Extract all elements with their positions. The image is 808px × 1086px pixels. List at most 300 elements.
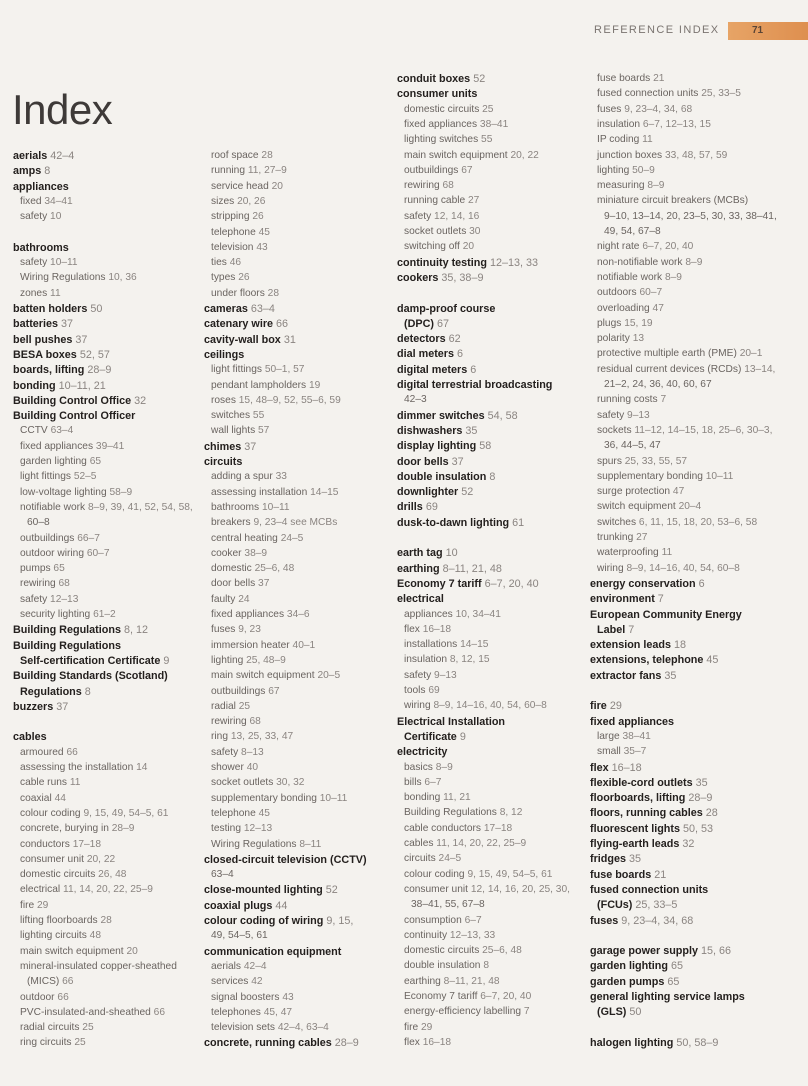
index-subentry [204,380,320,392]
entry-pages: 35 [465,424,478,437]
entry-term: plugs [597,317,622,329]
entry-term: lighting [597,164,630,176]
index-subentry [13,854,115,866]
entry-term: domestic circuits [20,869,96,881]
entry-term: fuse boards [597,73,651,84]
entry-pages: 10–11, 21 [58,379,106,392]
entry-pages: 21 [654,868,667,881]
entry-term: CCTV [20,425,48,437]
index-entry [397,517,524,529]
entry-term: (GLS) [597,1006,627,1019]
entry-pages: 8–9 [685,256,703,268]
entry-term: fused connection units [590,883,709,896]
index-entry [397,410,518,422]
entry-term: zones [20,287,48,299]
entry-pages: 48 [89,930,101,942]
entry-term: supplementary bonding [597,470,703,482]
index-subentry [590,501,701,513]
entry-pages: 8–13 [241,746,264,758]
index-subentry [397,195,479,207]
entry-pages: 10–11 [50,257,78,269]
entry-pages: 24–5 [438,853,462,865]
entry-pages: 57 [258,425,270,437]
index-subentry [397,869,552,881]
index-entry [590,639,686,651]
entry-pages: 10, 36 [108,272,137,284]
index-subentry [13,777,80,789]
index-subentry [397,609,501,621]
entry-term: Building Regulations [13,624,121,637]
index-subentry [204,640,315,652]
entry-term: flex [404,1036,420,1048]
entry-term: earth tag [397,547,443,560]
index-subentry [590,287,662,299]
entry-term: colour coding of wiring [204,915,324,927]
entry-pages: 27 [468,195,480,207]
entry-pages: 66 [57,991,69,1003]
index-entry [397,348,463,360]
entry-term: boards, lifting [13,364,85,377]
entry-term: notifiable work [597,271,663,283]
index-subentry [13,747,78,759]
entry-term: catenary wire [204,318,274,331]
entry-term: dial meters [397,348,455,361]
entry-pages: 8–9, 14–16, 40, 54, 60–8 [433,700,547,712]
entry-term: fixed appliances [20,440,94,452]
entry-term: services [211,976,249,988]
entry-pages: 32 [682,838,695,850]
index-subentry [13,915,112,927]
index-entry [590,792,712,804]
page-title: Index [12,86,113,134]
entry-term: fixed appliances [404,118,478,130]
entry-term: insulation [404,654,448,666]
index-entry [590,1037,718,1049]
entry-pages: 11 [50,287,61,299]
entry-term: armoured [20,746,64,758]
index-subentry [13,976,73,988]
index-subentry [204,793,347,805]
entry-pages: 16–18 [422,623,452,635]
index-subentry [590,150,727,162]
entry-pages: 8–9 [647,180,665,192]
entry-pages: 26, 48 [98,869,127,881]
index-subentry [204,594,250,606]
index-entry [397,716,505,728]
entry-term: main switch equipment [404,149,508,161]
entry-term: domestic [211,563,252,575]
index-subentry [397,838,526,850]
entry-pages: 8 [84,685,91,698]
index-subentry [13,578,70,590]
index-subentry [590,134,653,146]
entry-term: large [597,730,620,742]
index-subentry [204,517,337,529]
entry-pages: 28 [100,915,112,926]
index-subentry [590,563,740,575]
entry-pages: 9 [459,730,466,743]
entry-term: tools [404,685,426,696]
entry-term: Self-certification Certificate [20,654,161,667]
entry-term: bonding [404,792,441,804]
entry-term: cable conductors [404,822,482,834]
entry-term: communication equipment [204,945,342,958]
index-entry [204,854,367,866]
index-subentry [204,655,286,667]
entry-pages: 6 [470,363,477,376]
entry-term: safety [597,409,625,421]
index-subentry [13,1037,86,1049]
entry-term: wiring [597,562,624,574]
entry-pages: 25–6, 48 [482,945,522,957]
index-subentry [204,976,263,988]
entry-term: cable runs [20,777,68,789]
index-entry [590,762,642,774]
index-subentry [204,364,304,376]
index-entry [204,441,256,453]
index-entry [397,73,485,85]
entry-term: flex [404,623,420,635]
entry-term: fuse boards [590,868,652,881]
entry-term: conductors [20,838,70,850]
index-subentry [590,471,733,483]
entry-term: Label [597,623,626,636]
index-subentry [590,257,702,269]
entry-term: types [211,272,236,284]
entry-term: fire [404,1021,419,1033]
entry-term: Building Standards (Scotland) [13,670,168,683]
entry-term: flex [590,761,609,774]
index-subentry [590,73,664,85]
entry-term: 21–2, 24, 36, 40, 60, 67 [604,379,712,390]
entry-term: outbuildings [404,164,459,176]
index-entry [13,410,135,422]
index-subentry [204,150,273,162]
entry-term: flexible-cord outlets [590,776,693,789]
entry-term: bell pushes [13,333,73,346]
index-entry [13,334,87,346]
entry-pages: 12, 14, 16, 20, 25, 30, [470,883,570,895]
entry-pages: 35 [664,669,677,682]
index-subentry [397,700,547,712]
entry-pages: 21 [653,73,665,84]
index-subentry [204,823,272,835]
entry-term: telephone [211,226,256,238]
index-subentry [204,777,304,789]
index-entry [13,655,169,667]
entry-term: cables [404,838,434,849]
entry-term: main switch equipment [211,670,315,682]
entry-term: dimmer switches [397,409,485,422]
index-subentry [204,670,340,682]
entry-term: assessing the installation [20,762,134,773]
index-entry [590,853,641,865]
index-subentry [204,410,264,422]
entry-pages: 14 [136,762,148,773]
entry-term: ring circuits [20,1037,72,1049]
entry-term: continuity testing [397,256,487,269]
entry-pages: 28–9 [111,823,135,835]
entry-pages: 24 [238,593,250,605]
index-subentry [397,104,493,116]
index-subentry [13,823,134,835]
index-subentry [397,150,539,162]
entry-pages: 65 [670,960,683,973]
index-subentry [204,563,294,575]
entry-term: light fittings [20,471,71,483]
entry-pages: 67 [437,317,450,330]
entry-term: pumps [20,563,51,575]
entry-term: adding a spur [211,471,273,483]
index-subentry [204,716,261,728]
entry-pages: 68 [442,180,454,192]
index-entry [13,318,73,330]
index-subentry [590,119,711,131]
entry-term: wall lights [211,425,256,437]
index-subentry [590,104,692,116]
index-subentry [590,532,647,544]
index-entry [13,380,106,392]
index-entry [590,869,666,881]
entry-term: safety [404,210,432,222]
entry-pages: 42–4, 63–4 [277,1022,329,1034]
entry-term: insulation [597,118,641,130]
entry-term: extension leads [590,639,672,652]
entry-term: drills [397,501,423,514]
entry-pages: 7 [657,593,664,606]
entry-pages: 13, 25, 33, 47 [230,731,294,743]
index-subentry [13,257,78,269]
index-subentry [13,211,61,223]
entry-term: socket outlets [404,226,467,237]
entry-term: garden lighting [20,456,87,467]
entry-pages: 38–41 [622,730,651,742]
index-entry [590,593,664,605]
index-subentry [204,196,265,208]
index-subentry [397,991,531,1003]
index-subentry [590,241,693,253]
entry-term: fire [590,700,607,713]
entry-term: (FCUs) [597,899,633,912]
entry-pages: 15, 48–9, 52, 55–6, 59 [238,394,341,406]
entry-pages: 69 [428,685,440,696]
entry-pages: 28 [261,150,273,161]
index-subentry [397,1022,432,1034]
entry-term: digital terrestrial broadcasting [397,379,553,391]
entry-term: breakers [211,517,251,529]
index-subentry [204,992,294,1004]
entry-pages: 8 [489,470,496,483]
index-entry [590,838,694,850]
index-entry [590,578,705,590]
index-entry [590,945,731,957]
index-subentry [13,441,124,453]
entry-pages: 25, 33, 55, 57 [624,455,688,467]
entry-pages: 35–7 [623,746,647,758]
entry-pages: 11–12, 14–15, 18, 25–6, 30–3, [634,424,773,436]
entry-term: amps [13,165,42,178]
entry-term: dishwashers [397,424,463,437]
entry-term: double insulation [404,960,481,972]
entry-pages: 60–7 [639,287,663,299]
entry-term: garage power supply [590,945,698,958]
index-entry [590,777,708,789]
entry-pages: 6 [457,348,464,361]
index-subentry [590,456,687,468]
entry-term: 36, 44–5, 47 [604,440,661,452]
entry-term: stripping [211,211,250,223]
entry-pages: 65 [667,975,680,988]
entry-term: non-notifiable work [597,256,683,268]
entry-term: door bells [397,455,449,468]
entry-pages: 50 [90,303,103,315]
entry-pages: 42 [251,976,263,988]
entry-pages: 10, 34–41 [455,608,501,620]
entry-pages: 8–11, 21, 48 [443,975,500,987]
index-entry [204,349,244,361]
index-entry [590,807,718,819]
entry-term: fridges [590,853,626,866]
entry-term: electricity [397,746,448,759]
entry-pages: 37 [244,440,257,453]
entry-pages: 37 [56,700,69,713]
entry-term: sizes [211,195,235,207]
page-number: 71 [752,25,764,36]
index-subentry [590,731,651,743]
entry-pages: 44 [54,792,66,804]
entry-pages: 66 [153,1006,166,1018]
index-entry [204,456,242,468]
entry-term: pendant lampholders [211,379,307,391]
entry-pages: 47 [672,486,685,498]
entry-term: consumer unit [404,883,468,895]
entry-term: outdoors [597,287,637,299]
index-subentry [397,853,461,865]
entry-pages: 12–13, 33 [449,929,496,941]
index-entry [397,593,444,605]
index-entry [590,700,622,712]
entry-pages: 6–7, 20, 40 [484,577,539,590]
index-subentry [590,486,684,498]
entry-term: faulty [211,593,236,605]
entry-pages: 14–15 [460,639,489,651]
entry-term: trunking [597,532,634,543]
entry-term: halogen lighting [590,1036,674,1049]
index-subentry [13,548,110,560]
entry-term: conduit boxes [397,73,471,85]
index-subentry [397,670,457,682]
index-subentry [13,961,177,973]
index-entry [13,701,68,713]
entry-pages: 25, 48–9 [246,654,286,666]
entry-pages: 10–11 [261,501,290,513]
index-entry [397,333,461,345]
entry-term: switching off [404,241,460,253]
index-subentry [397,685,440,697]
entry-term: ring [211,731,228,743]
entry-pages: 30 [469,226,481,237]
entry-term: under floors [211,287,265,299]
entry-term: assessing installation [211,486,308,498]
entry-term: coaxial [20,792,52,804]
entry-term: (DPC) [404,317,434,330]
index-entry [397,563,502,575]
entry-term: safety [20,211,48,223]
entry-pages: 12–13 [50,593,79,605]
entry-term: outdoor wiring [20,547,84,559]
index-entry [590,716,674,728]
entry-pages: 50 [629,1006,642,1019]
entry-pages: 26 [238,272,250,284]
entry-pages: 66–7 [77,532,100,544]
entry-term: bathrooms [13,241,69,254]
entry-term: dusk-to-dawn lighting [397,516,510,529]
entry-pages: 8, 12 [499,807,523,819]
index-entry [590,960,683,972]
entry-term: general lighting service lamps [590,991,745,1003]
entry-term: closed-circuit television (CCTV) [204,853,367,866]
entry-term: telephones [211,1006,261,1018]
index-subentry [13,196,73,208]
entry-term: testing [211,823,242,835]
index-subentry [204,762,258,774]
entry-pages: 65 [53,563,65,575]
index-subentry [204,502,290,514]
index-subentry [590,379,712,391]
entry-pages: 31 [283,333,296,346]
index-entry [13,242,69,254]
entry-term: 60–8 [27,517,50,529]
index-subentry [13,884,153,896]
index-subentry [13,1022,94,1034]
index-entry [590,915,693,927]
entry-term: switches [211,410,251,422]
entry-term: lighting circuits [20,930,87,942]
entry-term: fluorescent lights [590,822,680,835]
entry-term: signal boosters [211,991,280,1003]
entry-pages: 8–11, 21, 48 [442,562,502,575]
entry-term: bills [404,776,422,788]
entry-pages: 46 [229,257,242,269]
entry-term: colour coding [404,868,465,880]
entry-pages: 61–2 [93,609,116,620]
entry-term: safety [20,257,48,269]
entry-term: buzzers [13,700,54,713]
entry-pages: 20, 26 [237,195,266,207]
entry-term: basics [404,761,433,773]
entry-term: detectors [397,333,446,346]
index-entry [397,471,495,483]
entry-pages: 9, 15, [326,915,354,927]
entry-pages: 8 [44,165,51,178]
index-subentry [590,226,661,238]
entry-pages: 6–7, 20, 40 [480,991,532,1002]
entry-pages: 11, 27–9 [247,165,287,177]
entry-pages: 29 [37,899,49,911]
index-subentry [590,303,664,315]
entry-pages: 45 [706,654,719,667]
index-subentry [590,364,775,376]
entry-pages: 8–9, 14–16, 40, 54, 60–8 [626,562,740,574]
entry-term: earthing [397,562,440,575]
entry-pages: 20 [126,945,138,957]
entry-pages: 11, 14, 20, 22, 25–9 [436,838,527,849]
entry-term: radial [211,700,236,712]
entry-term: outbuildings [211,685,266,697]
index-subentry [204,1007,292,1019]
entry-term: aerials [13,150,48,162]
entry-term: close-mounted lighting [204,884,323,897]
